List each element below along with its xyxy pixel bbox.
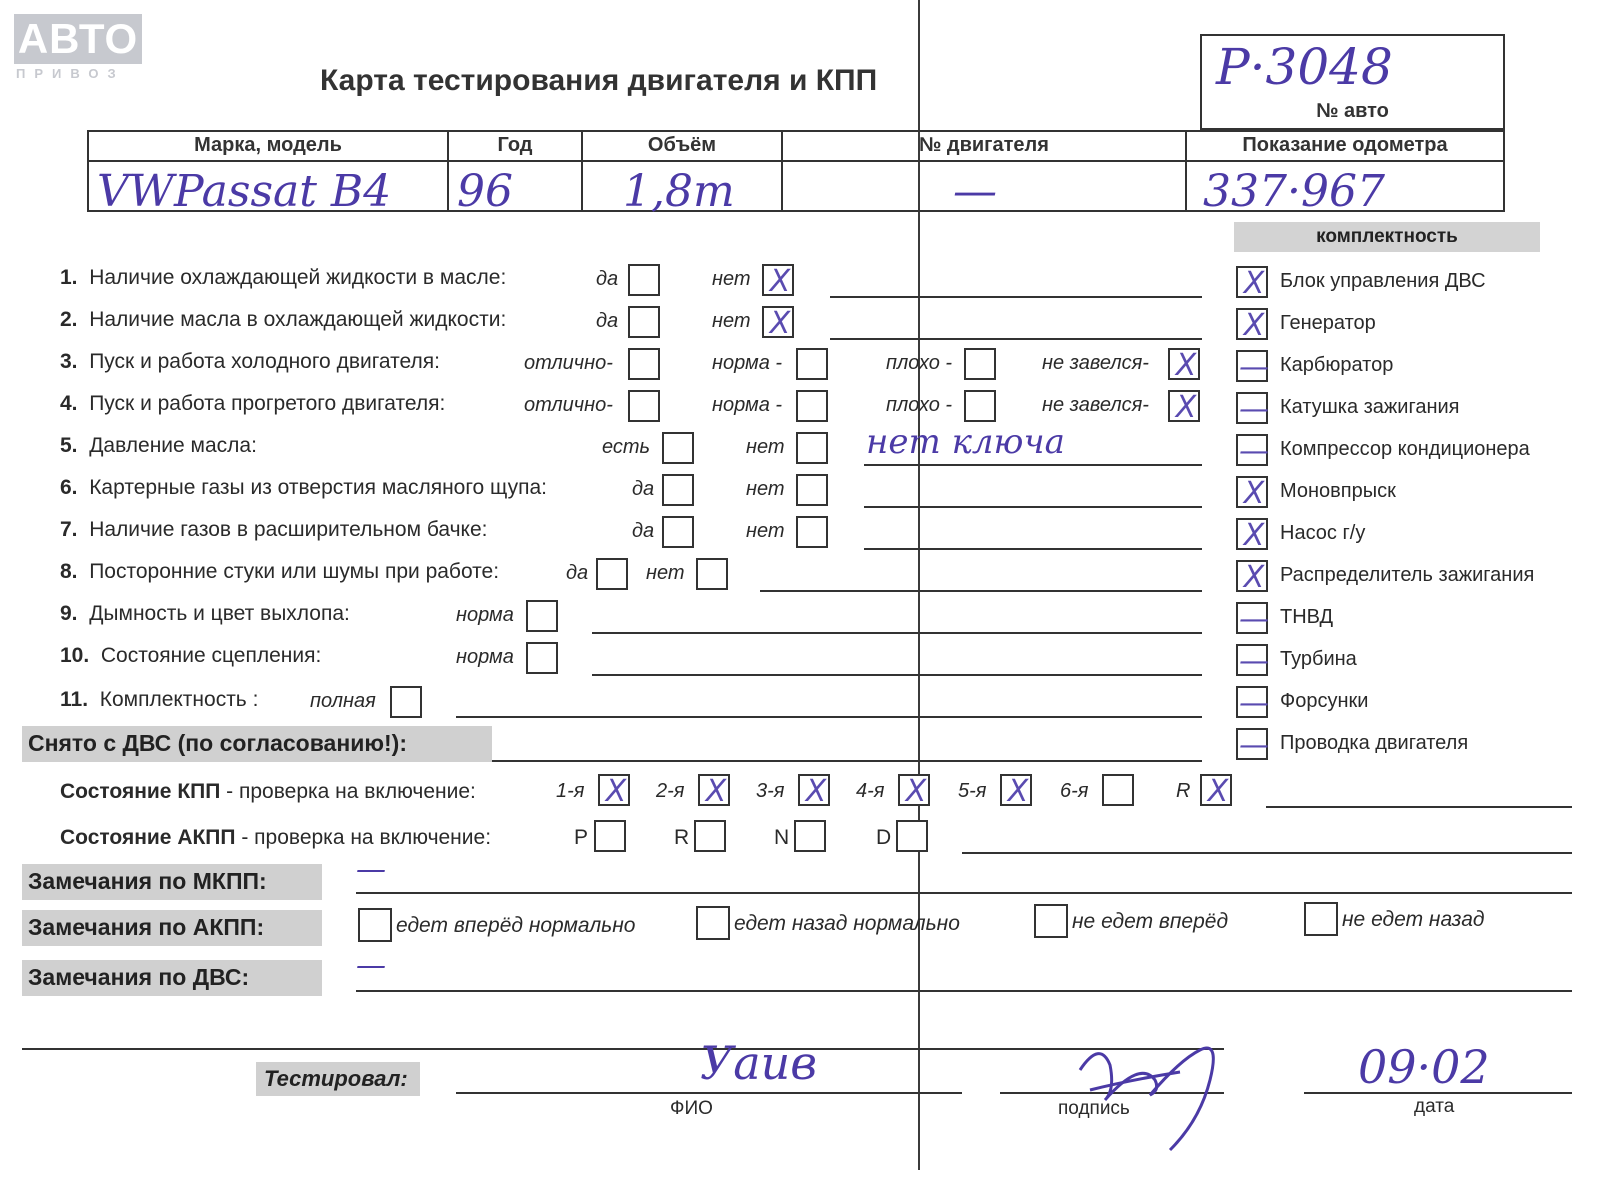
option-label: полная [310,690,376,712]
check-number: 8. [60,560,78,583]
akpp-option-label: не едет вперёд [1072,910,1229,933]
check-mark: X [1243,266,1265,301]
signature-label: подпись [1058,1098,1130,1119]
akpp-label [60,826,491,850]
brand-label: Марка, модель [194,134,342,156]
check-mark: X [1175,390,1197,425]
checkbox-excellent[interactable] [628,390,660,422]
check-row-6 [60,476,547,500]
check-mark: X [1243,476,1265,511]
option-label: норма [456,646,514,668]
kompl-label: ТНВД [1280,606,1334,628]
checkbox-no[interactable] [796,474,828,506]
check-mark: X [769,264,791,299]
akpp-forward-ok-checkbox[interactable] [358,908,392,942]
dvs-notes-value: — [356,948,386,983]
handwritten-note: нет ключа [866,422,1065,462]
option-label: нет [746,520,785,542]
akpp-notes-label: Замечания по АКПП: [28,914,265,940]
kompl-checkbox[interactable] [1236,728,1269,763]
gear-checkbox[interactable] [1102,774,1134,806]
kpp-label [60,780,476,804]
signature-image [1060,1010,1240,1160]
check-mark [1104,776,1136,808]
checkbox-bad[interactable] [964,348,996,380]
akpp-option-label: едет назад нормально [734,912,960,935]
removed-label: Снято с ДВС (по согласованию!): [28,730,407,756]
answer-line [592,632,1202,634]
gear-label: 4-я [856,780,885,802]
kompl-label: Блок управления ДВС [1280,270,1486,292]
check-row-5 [60,434,257,458]
volume-label: Объём [647,134,717,156]
kompl-label: Насос г/у [1280,522,1366,544]
gear-checkbox[interactable] [698,774,730,809]
kompl-checkbox[interactable] [1236,308,1268,343]
checkbox-no[interactable] [762,306,794,341]
checkbox-normal[interactable] [796,348,828,380]
check-mark: X [805,774,827,809]
completeness-header: комплектность [1234,222,1540,252]
auto-number-label: № авто [1316,100,1389,122]
brand-logo [14,14,146,84]
gear-label: 1-я [556,780,585,802]
check-row-8 [60,560,499,584]
akpp-mode-checkbox[interactable] [794,820,826,852]
akpp-no-forward-checkbox[interactable] [1034,904,1068,938]
kompl-label: Распределитель зажигания [1280,564,1535,586]
check-text: Посторонние стуки или шумы при работе: [89,560,500,583]
check-text: Пуск и работа прогретого двигателя: [89,392,446,415]
check-mark: X [605,774,627,809]
option-label: отлично- [524,394,613,416]
gear-label: 2-я [656,780,685,802]
fio-label: ФИО [670,1098,713,1119]
year-cell [449,132,583,217]
gear-checkbox[interactable] [798,774,830,809]
answer-line [830,338,1202,340]
check-mark: X [1243,560,1265,595]
akpp-back-ok-checkbox[interactable] [696,906,730,940]
auto-number-box [1200,34,1505,130]
kompl-checkbox[interactable] [1236,476,1268,511]
checkbox-yes[interactable] [596,558,628,590]
mkpp-notes-label: Замечания по МКПП: [28,868,267,894]
kpp-label-rest: - проверка на включение: [220,780,476,803]
check-text: Комплектность : [99,688,259,711]
kompl-label: Турбина [1280,648,1357,670]
check-mark: X [905,774,927,809]
check-mark: X [1207,774,1229,809]
gear-checkbox[interactable] [1200,774,1232,809]
engine-number-value: — [953,166,997,217]
separator-line [22,1048,1224,1050]
check-number: 1. [60,266,78,289]
checkbox-normal[interactable] [796,390,828,422]
removed-line [492,760,1202,762]
check-row-9 [60,602,350,626]
check-text: Наличие охлаждающей жидкости в масле: [89,266,507,289]
answer-line [830,296,1202,298]
odometer-label: Показание одометра [1242,134,1448,156]
brand-value: VWPassat B4 [97,166,392,217]
kompl-label: Генератор [1280,312,1376,334]
checkbox-no[interactable] [796,516,828,548]
kompl-checkbox[interactable] [1236,350,1269,385]
akpp-mode-checkbox[interactable] [694,820,726,852]
akpp-line [962,852,1572,854]
akpp-label-rest: - проверка на включение: [235,826,492,849]
gear-checkbox[interactable] [898,774,930,809]
checkbox-yes[interactable] [662,432,694,464]
gear-checkbox[interactable] [1000,774,1032,809]
checkbox-no[interactable] [762,264,794,299]
fio-line [456,1092,962,1094]
date-label: дата [1414,1096,1455,1117]
kompl-label: Компрессор кондиционера [1280,438,1530,460]
option-label: нет [746,436,785,458]
odometer-value: 337·967 [1203,166,1385,217]
year-value: 96 [457,166,513,217]
checkbox-not-started[interactable] [1168,390,1200,425]
option-label: нет [712,268,751,290]
option-label: нет [712,310,751,332]
check-number: 9. [60,602,78,625]
option-label: норма - [712,394,783,416]
checkbox-yes[interactable] [628,264,660,296]
kompl-checkbox[interactable] [1236,560,1268,595]
option-label: плохо - [886,352,953,374]
akpp-option-label: не едет назад [1342,908,1485,931]
akpp-mode-label: N [774,826,790,849]
dash-mark: — [1239,434,1269,469]
engine-number-cell [783,132,1187,217]
answer-line [592,674,1202,676]
brand-cell [89,132,449,217]
checkbox-complete[interactable] [390,686,422,718]
gear-label: 3-я [756,780,785,802]
checkbox-excellent[interactable] [628,348,660,380]
kompl-label: Форсунки [1280,690,1369,712]
kompl-checkbox[interactable] [1236,602,1269,637]
mkpp-line [356,892,1572,894]
checkbox-not-started[interactable] [1168,348,1200,383]
kompl-label: Катушка зажигания [1280,396,1460,418]
gear-label: 5-я [958,780,987,802]
dash-mark: — [1239,350,1269,385]
check-row-3 [60,350,440,374]
option-label: нет [646,562,685,584]
check-text: Наличие масла в охлаждающей жидкости: [89,308,507,331]
vehicle-info-table [87,130,1505,217]
akpp-mode-checkbox[interactable] [594,820,626,852]
kompl-checkbox[interactable] [1236,518,1268,553]
kompl-checkbox[interactable] [1236,434,1269,469]
check-text: Состояние сцепления: [100,644,322,667]
auto-number-value: P·3048 [1216,38,1393,96]
check-row-1 [60,266,506,290]
checkbox-yes[interactable] [662,474,694,506]
check-row-7 [60,518,488,542]
kompl-label: Проводка двигателя [1280,732,1469,754]
akpp-option-label: едет вперёд нормально [396,914,636,937]
check-text: Давление масла: [89,434,257,457]
logo-sub-text: ПРИВОЗ [16,66,125,81]
year-label: Год [497,134,533,156]
option-label: не завелся- [1042,394,1149,416]
gear-label: 6-я [1060,780,1089,802]
option-label: нет [746,478,785,500]
check-mark: X [1175,348,1197,383]
akpp-label-bold: Состояние АКПП [60,826,236,849]
checkbox-bad[interactable] [964,390,996,422]
check-number: 4. [60,392,78,415]
dvs-line [356,990,1572,992]
checkbox-yes[interactable] [662,516,694,548]
check-mark: X [1243,518,1265,553]
option-label: да [632,520,655,542]
check-number: 7. [60,518,78,541]
check-number: 11. [60,688,89,711]
dash-mark: — [1239,686,1269,721]
tested-label: Тестировал: [264,1066,408,1091]
check-text: Дымность и цвет выхлопа: [89,602,350,625]
check-number: 2. [60,308,78,331]
dash-mark: — [1239,392,1269,427]
answer-line [864,506,1202,508]
dash-mark: — [1239,728,1269,763]
kompl-checkbox[interactable] [1236,686,1269,721]
dvs-notes-label: Замечания по ДВС: [28,964,250,990]
akpp-mode-label: R [674,826,690,849]
option-label: есть [602,436,651,458]
option-label: да [596,310,619,332]
option-label: отлично- [524,352,613,374]
dash-mark: — [1239,602,1269,637]
mkpp-notes-value: — [356,852,386,887]
checkbox-no[interactable] [796,432,828,464]
check-text: Пуск и работа холодного двигателя: [89,350,440,373]
check-row-11 [60,688,258,712]
check-number: 5. [60,434,78,457]
check-number: 3. [60,350,78,373]
kompl-checkbox[interactable] [1236,644,1269,679]
option-label: норма - [712,352,783,374]
answer-line [864,548,1202,550]
answer-line [864,464,1202,466]
volume-value: 1,8m [623,166,735,217]
dash-mark: — [1239,644,1269,679]
akpp-mode-label: D [876,826,892,849]
check-mark: X [1243,308,1265,343]
page-title: Карта тестирования двигателя и КПП [320,64,878,97]
check-text: Наличие газов в расширительном бачке: [89,518,488,541]
option-label: плохо - [886,394,953,416]
option-label: да [566,562,589,584]
akpp-mode-checkbox[interactable] [896,820,928,852]
fio-value: Уаив [700,1036,818,1090]
option-label: да [596,268,619,290]
volume-cell [583,132,783,217]
odometer-cell [1187,132,1503,217]
checkbox-normal[interactable] [526,600,558,632]
gear-checkbox[interactable] [598,774,630,809]
option-label: да [632,478,655,500]
check-number: 10. [60,644,90,667]
check-row-4 [60,392,445,416]
kpp-line [1266,806,1572,808]
gear-label: R [1176,780,1191,802]
check-mark: X [769,306,791,341]
check-number: 6. [60,476,78,499]
kompl-checkbox[interactable] [1236,266,1268,301]
check-mark: X [1007,774,1029,809]
answer-line [456,716,1202,718]
option-label: не завелся- [1042,352,1149,374]
logo-main-text: АВТО [14,14,142,64]
check-mark: X [705,774,727,809]
akpp-no-back-checkbox[interactable] [1304,902,1338,936]
check-row-10 [60,644,321,668]
kpp-label-bold: Состояние КПП [60,780,221,803]
checkbox-normal[interactable] [526,642,558,674]
engine-number-label: № двигателя [919,134,1049,156]
kompl-checkbox[interactable] [1236,392,1269,427]
date-value: 09·02 [1358,1040,1490,1094]
akpp-mode-label: P [574,826,589,849]
check-row-2 [60,308,506,332]
checkbox-yes[interactable] [628,306,660,338]
kompl-label: Карбюратор [1280,354,1394,376]
option-label: норма [456,604,514,626]
checkbox-no[interactable] [696,558,728,590]
check-text: Картерные газы из отверстия масляного щупа: [89,476,547,499]
kompl-label: Моновпрыск [1280,480,1396,502]
answer-line [760,590,1202,592]
